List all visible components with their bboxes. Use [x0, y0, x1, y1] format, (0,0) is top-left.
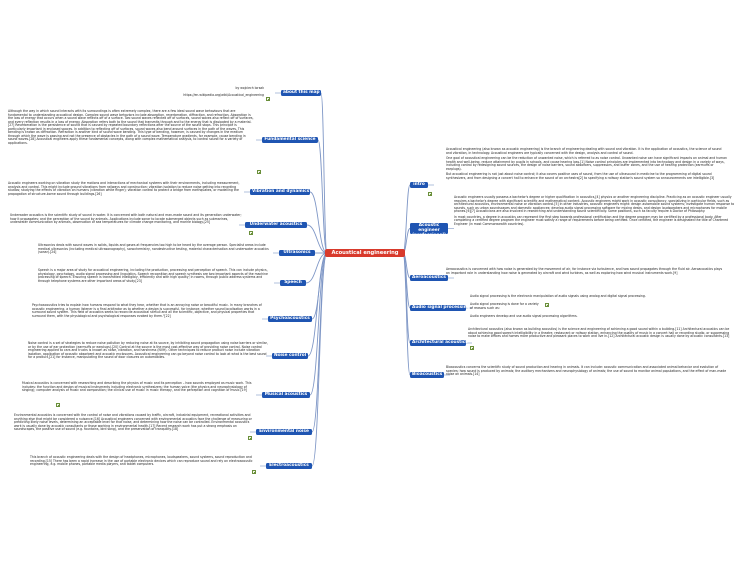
root-node[interactable]: Acoustical engineering	[325, 249, 405, 257]
topic-musical-acoustics[interactable]: Musical acoustics	[262, 392, 310, 398]
audio-note-1: Audio signal processing is the electronic manipulation of audio signals using analog and digital signal processing.	[470, 294, 646, 298]
topic-speech[interactable]: Speech	[280, 280, 306, 286]
musical-note: Musical acoustics is concerned with researching and describing the physics of music and its perception – how sounds employed as music work. This includes: the function and design of musical instruments including electronic synthesizers; the human voice (the physics and neurophysiology of singing); computer analysis of music and composition; the clinical use of music in music therapy, and the perception and cognition of music.[19]	[22, 381, 252, 393]
topic-bioacoustics[interactable]: Bioacoustics	[412, 372, 443, 377]
topic-underwater-acoustics[interactable]: Underwater acoustics	[245, 222, 307, 228]
topic-environmental-noise[interactable]: Environmental noise	[256, 429, 312, 435]
note-icon[interactable]	[470, 346, 474, 350]
electroacoustics-note: This branch of acoustic engineering deals with the design of headphones, microphones, loudspeakers, sound systems, sound reproduction and recording.[15] There has been a rapid increase in the use of portable electronic devices which can reproduce sound and rely on electroacoustic engineering, e.g. mobile phones, portable media players, and tablet computers.	[30, 455, 253, 467]
topic-noise-control[interactable]: Noise control	[274, 353, 307, 358]
note-icon[interactable]	[249, 231, 253, 235]
topic-audio-signal-processing[interactable]: Audio signal processing	[412, 305, 470, 310]
connector-line	[403, 253, 410, 375]
audio-note-2: Audio signal processing is done for a variety of reasons such as:	[470, 302, 539, 310]
topic-intro[interactable]: intro	[410, 182, 428, 188]
topic-about[interactable]: about this map	[283, 90, 320, 95]
vibration-note: Acoustic engineers working on vibration study the motions and interactions of mechanical systems with their environments, including measurement, analysis and control. This might include ground vibrations from railways and construction; vibration isolation to reduce noise getting into recording studios; studying the effects of vibration on humans (vibration white finger); vibration control to protect a bridge from earthquakes, or modelling the propagation of structure-borne sound through buildings.[26]	[8, 181, 240, 196]
fundamental-note: Although the way in which sound interacts with its surroundings is often extremely complex, there are a few ideal sound wave behaviours that are fundamental to understanding acoustical design. Complex sound wave behaviors include absorption, reverberation, diffraction, and refraction. Absorption is the loss of energy that occurs when a sound wave reflects off of a surface. Two sound waves reflected off of surfaces, sound waves also reflect off of surfaces, and every reflection results in a loss of energy. Absorption refers both to the sound that transmits through and to the energy that is dissipated by a material.[27] Reverberation is the persistence of sound that is caused by repeated boundary reflections after the source of the sound stops. This principle is particularly important in enclosed spaces. In addition to reflecting off of surfaces, sound waves also bend around surfaces in the path of the waves. This bending is known as diffraction. Refraction is another kind of sound wave bending. This type of bending, however, is caused by changes in the medium through which the wave is passing and not the presence of obstacles in the path of a sound wave. Temperature gradients, for example, cause bending in sound waves.[28] Acoustical engineers apply these fundamental concepts, along with complex mathematical analysis, to control sound for a variety of applications.	[8, 109, 254, 145]
topic-aeroacoustics[interactable]: Aeroacoustics	[410, 275, 448, 281]
professional-paragraph-1: Acoustic engineers usually possess a bachelor's degree or higher qualification in acoustics,[4] physics or another engineering discipline. Practicing as an acoustic engineer usually requires a bachelor's degree with significant scientific and mathematical content. Acoustic engineers might work in acoustic consultancy, specializing in particular fields, such as architectural acoustics, environmental noise or vibration control.[5] In other industries, acoustic engineers might: design automobile sound systems; investigate human response to sounds, such as urban soundscapes and domestic appliances; develop audio signal processing software for mixing desks, and design loudspeakers and microphones for mobile phones.[6][7] Acousticians are also involved in researching and understanding sound scientifically. Some positions, such as faculty require a Doctor of Philosophy.	[454, 195, 735, 214]
note-icon[interactable]	[248, 436, 252, 440]
underwater-note: Underwater acoustics is the scientific study of sound in water. It is concerned with both natural and man-made sound and its generation underwater; how it propagates; and the perception of the sound by animals. Applications include sonar to locate submerged objects such as submarines, underwater communication by animals, observation of sea temperatures for climate change monitoring, and marine biology.[25]	[10, 213, 242, 225]
note-icon[interactable]	[252, 470, 256, 474]
intro-note	[446, 148, 728, 180]
psychoacoustics-note: Psychoacoustics tries to explain how humans respond to what they hear, whether that is an annoying noise or beautiful music. In many branches of acoustic engineering, a human listener is a final arbitrator as to whether a design is successful, for instance, whether sound localisation works in a surround sound system. This field of acoustics seeks to reconcile acoustical stimuli and all the scientific, objective, and physical properties that surround them, with the physiological and psychological responses evoked by them."[22]	[32, 303, 262, 318]
topic-architectural-acoustics[interactable]: Architectural acoustics	[412, 340, 468, 345]
topic-ultrasonics[interactable]: Ultrasonics	[279, 250, 315, 256]
intro-paragraph-2: One goal of acoustical engineering can be the reduction of unwanted noise, which is referred to as noise control. Unwanted noise can have significant impacts on animal and human health and well-being, reduce attainment by pupils in schools, and cause hearing loss.[1] Noise control principles are implemented into technology and design in a variety of ways, including control by redesigning sound sources, the design of noise barriers, sound absorbers, suppressors, and buffer zones, and the use of hearing protection (earmuffs or earplugs).	[446, 156, 727, 171]
noise-control-note: Noise control is a set of strategies to reduce noise pollution by reducing noise at its source, by inhibiting sound propagation using noise barriers or similar, or by the use of ear protection (earmuffs or earplugs).[20] Control at the source is the most cost-effective way of providing noise control. Noise control engineering applied to cars and trucks is known as noise, vibration, and harshness (NVH). Other techniques to reduce product noise include vibration isolation, application of acoustic absorbent and acoustic enclosures. Acoustical engineering can go beyond noise control to look at what is the best sound for a product,[21] for instance, manipulating the sound of door closures on automobiles.	[28, 341, 268, 360]
note-icon[interactable]	[428, 192, 432, 196]
about-url-note: https://en.wikipedia.org/wiki/Acoustical_engineering	[183, 93, 264, 97]
topic-electroacoustics[interactable]: Electroacoustics	[266, 463, 312, 469]
connector-line	[312, 253, 327, 432]
professional-note	[454, 196, 736, 226]
bioacoustics-note: Bioacoustics concerns the scientific study of sound production and hearing in animals. It can include: acoustic communication and associated animal behavior and evolution of species; how sound is produced by animals; the auditory mechanisms and neurophysiology of animals; the use of sound to monitor animal populations, and the effect of man-made noise on animals.[14]	[446, 365, 727, 377]
architectural-note: Architectural acoustics (also known as building acoustics) is the science and engineering of achieving a good sound within a building.[11] Architectural acoustics can be about achieving good speech intelligibility in a theatre, restaurant or railway station, enhancing the quality of music in a concert hall or recording studio, or suppressing noise to make offices and homes more productive and pleasant places to work and live in.[12] Architectural acoustic design is usually done by acoustic consultants.[13]	[468, 327, 730, 339]
note-icon[interactable]	[545, 303, 549, 307]
speech-note: Speech is a major area of study for acoustical engineering, including the production, processing and perception of speech. This can include physics, physiology, psychology, audio signal processing and linguistics. Speech recognition and speech synthesis are two important aspects of the machine processing of speech. Ensuring speech is transmitted intelligibly, efficiently and with high quality; in rooms, through public address systems and through telephone systems are other important areas of study.[23]	[38, 268, 268, 283]
topic-acoustic-engineer-professional[interactable]: Acoustic engineer (professional)	[410, 223, 448, 234]
topic-fundamental-science[interactable]: Fundamental science	[262, 137, 318, 143]
professional-paragraph-2: In most countries, a degree in acoustics can represent the first step towards professional certification and the degree program may be certified by a professional body. After completing a certified degree program the engineer must satisfy a range of requirements before being certified. Once certified, the engineer is designated the title of Chartered Engineer (in most Commonwealth countries).	[454, 214, 729, 226]
note-icon[interactable]	[266, 97, 270, 101]
note-icon[interactable]	[257, 170, 261, 174]
note-icon[interactable]	[56, 403, 60, 407]
topic-psychoacoustics[interactable]: Psychoacoustics	[268, 316, 312, 322]
aeroacoustics-note: Aeroacoustics is concerned with how noise is generated by the movement of air, for instance via turbulence, and how sound propagates through the fluid air. Aeroacoustics plays an important role in understanding how noise is generated by aircraft and wind turbines, as well as exploring how wind musical instruments work.[9]	[446, 267, 723, 275]
topic-vibration-dynamics[interactable]: Vibration and dynamics	[252, 189, 310, 194]
ultrasonics-note: Ultrasonics deals with sound waves in solids, liquids and gases at frequencies too high to be heard by the average person. Specialist areas include medical ultrasonics (including medical ultrasonography), sonochemistry, nondestructive testing, material characterisation and underwater acoustics (sonar).[24]	[38, 243, 269, 255]
audio-note-3: Audio engineers develop and use audio signal processing algorithms.	[470, 314, 578, 318]
environmental-note: Environmental acoustics is concerned with the control of noise and vibrations caused by traffic, aircraft, industrial equipment, recreational activities and anything else that might be considered a nuisance.[16] Acoustical engineers concerned with environmental acoustics face the challenge of measuring or predicting likely noise levels, determining an acceptable level for that noise, and determining how the noise can be controlled. Environmental acoustics work is usually done by acoustic consultants or those working in environmental health.[17] Recent research work has put a strong emphasis on soundscapes, the positive use of sound (e.g. fountains, bird song), and the preservation of tranquility.[18]	[14, 413, 252, 432]
intro-paragraph-3: But acoustical engineering is not just about noise control; it also covers positive uses of sound, from the use of ultrasound in medicine to the programming of digital sound synthesizers, and from designing a concert hall to enhance the sound of an orchestra[2] to specifying a railway station's sound system so announcements are intelligible.[3]	[446, 172, 715, 180]
about-author-note: by wojciech lorsak	[235, 86, 264, 90]
intro-paragraph-1: Acoustical engineering (also known as acoustic engineering) is the branch of engineering dealing with sound and vibration. It is the application of acoustics, the science of sound and vibration, in technology. Acoustical engineers are typically concerned with the design, analysis and control of sound.	[446, 147, 722, 155]
